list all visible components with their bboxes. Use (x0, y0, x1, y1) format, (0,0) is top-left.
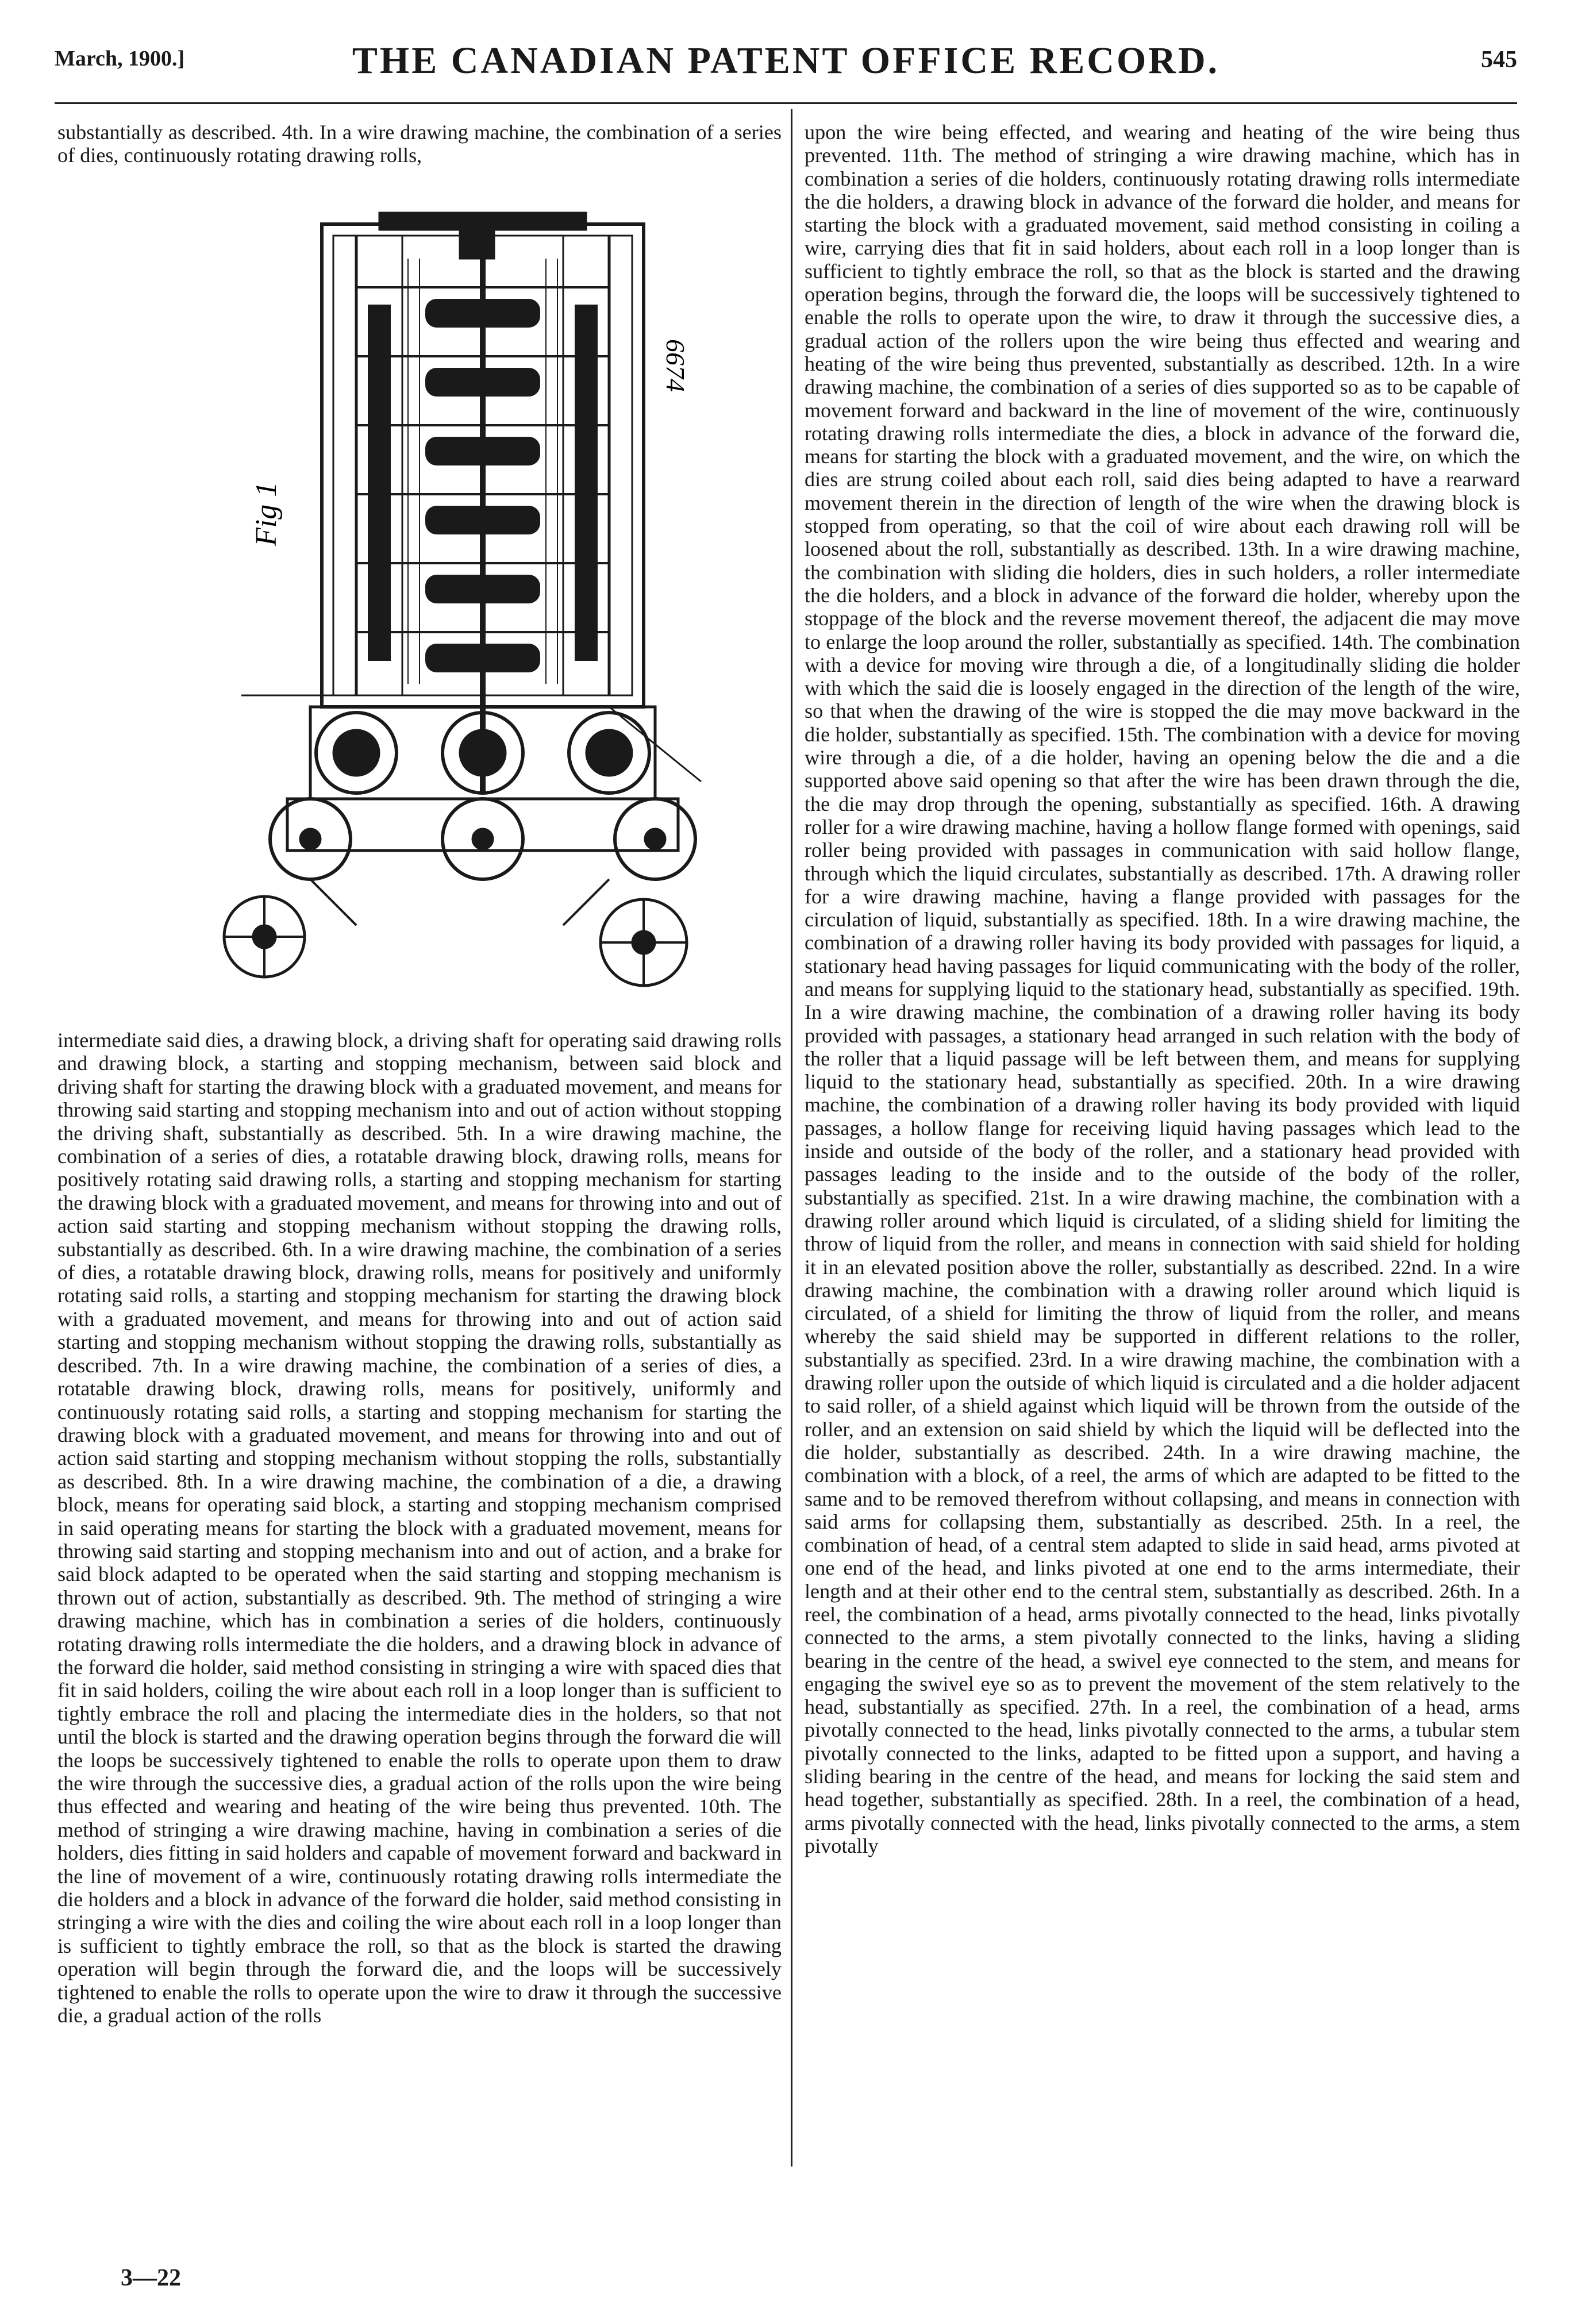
page-header (55, 34, 1517, 80)
printer-signature: 3—22 (121, 2265, 181, 2291)
left-column-top (57, 121, 782, 167)
issue-date: March, 1900.] (55, 47, 185, 71)
wire-drawing-machine-drawing (57, 190, 782, 1020)
right-column-text: upon the wire being effected, and wearing and heating of the wire being thus prevented. 11th. The method of stringing a wire drawing machine, which has in combination a series of die holders, continuously rotating drawing rolls intermediate the die holders, a drawing block in advance of the forward die holder, and means for starting the block with a graduated movement, said method consisting in coiling a wire, carrying dies that fit in said holders, about each roll in a loop longer than is sufficient to tightly embrace the roll, so that as the block is started and the drawing operation begins, through the forward die, the loops will be successively tightened to enable the rolls to operate upon the wire, to draw it through the successive dies, a gradual action of the rollers upon the wire being thus effected and wearing and heating of the wire being thus prevented, substantially as described. 12th. In a wire drawing machine, the combination of a series of dies supported so as to be capable of movement forward and backward in the line of movement of the wire, continuously rotating drawing rolls intermediate the dies, a block in advance of the forward die, means for starting the block with a graduated movement, and the wire, on which the dies are strung coiled about each roll, said dies being adapted to have a rearward movement therein in the direction of length of the wire when the drawing block is stopped from operating, so that the coil of wire about each drawing roll will be loosened about the roll, substantially as described. 13th. In a wire drawing machine, the combination with sliding die holders, dies in such holders, a roller intermediate the die holders, and a block in advance of the forward die holder, whereby upon the stoppage of the block and the reverse movement thereof, the adjacent die may move to enlarge the loop around the roller, substantially as specified. 14th. The combination with a device for moving wire through a die, of a longitudinally sliding die holder with which the said die is loosely engaged in the direction of the length of the wire, so that when the drawing of the wire is stopped the die may move backward in the die holder, substantially as specified. 15th. The combination with a device for moving wire through a die, of a die holder, having an opening below the die and a die supported above said opening so that after the wire has been drawn through the die, the die may drop through the opening, substantially as specified. 16th. A drawing roller for a wire drawing machine, having a hollow flange formed with openings, said roller being provided with passages in communication with said hollow flange, through which the liquid circulates, substantially as described. 17th. A drawing roller for a wire drawing machine, having a flange provided with passages for the circulation of liquid, substantially as specified. 18th. In a wire drawing machine, the combination of a drawing roller having its body provided with passages for liquid, a stationary head having passages for liquid communicating with the body of the roller, and means for supplying liquid to the stationary head, substantially as specified. 19th. In a wire drawing machine, the combination of a drawing roller having its body provided with passages, a stationary head arranged in such relation with the body of the roller that a liquid passage will be left between them, and means for supplying liquid to the stationary head, substantially as specified. 20th. In a wire drawing machine, the combination of a drawing roller having its body provided with liquid passages, a hollow flange for receiving liquid having passages which lead to the inside and outside of the body of the roller, and a stationary head provided with passages leading to the inside and to the outside of the body of the roller, substantially as specified. 21st. In a wire drawing machine, the combination with a drawing roller around which liquid is circulated, of a sliding shield for limiting the throw of liquid from the roller, and means in connection with said shield for holding it in an elevated position above the roller, substantially as described. 22nd. In a wire drawing machine, the combination with a drawing roller around which liquid is circulated, of a shield for limiting the throw of liquid from the roller, and means whereby the said shield may be supported in different relations to the roller, substantially as specified. 23rd. In a wire drawing machine, the combination with a drawing roller upon the outside of which liquid is circulated and a die holder adjacent to said roller, of a shield against which liquid will be thrown from the outside of the roller, and an extension on said shield by which the liquid will be deflected into the die holder, substantially as described. 24th. In a wire drawing machine, the combination with a block, of a reel, the arms of which are adapted to be fitted to the same and to be removed therefrom without collapsing, and means in connection with said arms for collapsing them, substantially as described. 25th. In a reel, the combination of head, of a central stem adapted to slide in said head, arms pivoted at one end of the head, and links pivoted at one end to the arms intermediate, their length and at their other end to the central stem, substantially as described. 26th. In a reel, the combination of a head, arms pivotally connected to the head, links pivotally connected to the arms, a stem pivotally connected to the links, having a sliding bearing in the centre of the head, a swivel eye connected to the stem, and means for engaging the swivel eye so as to prevent the movement of the stem relatively to the head, substantially as specified. 27th. In a reel, the combination of a head, arms pivotally connected to the head, links pivotally connected to the arms, a tubular stem pivotally connected to the links, adapted to be fitted upon a support, and having a sliding bearing in the centre of the head, and means for locking the said stem and head together, substantially as specified. 28th. In a reel, the combination of a head, arms pivotally connected with the head, links pivotally connected to the arms, a stem pivotally (805, 121, 1520, 1857)
figure-label: Fig 1 (250, 482, 283, 546)
column-divider (791, 109, 792, 2167)
figure-number: 6674 (661, 339, 690, 392)
header-rule (55, 102, 1517, 104)
journal-title: THE CANADIAN PATENT OFFICE RECORD. (352, 40, 1220, 82)
page-number: 545 (1481, 47, 1517, 73)
right-column (805, 121, 1520, 1857)
left-column-bottom (57, 1029, 782, 2027)
patent-figure (57, 190, 782, 1020)
left-column-top-text: substantially as described. 4th. In a wire drawing machine, the combination of a series of dies, continuously rotating drawing rolls, (57, 121, 782, 167)
left-column-bottom-text: intermediate said dies, a drawing block, a driving shaft for operating said drawing rolls and drawing block, a starting and stopping mechanism, between said block and driving shaft for starting the drawing block with a graduated movement, and means for throwing said starting and stopping mechanism into and out of action without stopping the driving shaft, substantially as described. 5th. In a wire drawing machine, the combination of a series of dies, a rotatable drawing block, drawing rolls, means for positively rotating said drawing rolls, a starting and stopping mechanism for starting the drawing block with a graduated movement, and means for throwing into and out of action said starting and stopping mechanism without stopping the drawing rolls, substantially as described. 6th. In a wire drawing machine, the combination of a series of dies, a rotatable drawing block, drawing rolls, means for positively and uniformly rotating said rolls, a starting and stopping mechanism for starting the drawing block with a graduated movement, and means for throwing into and out of action said starting and stopping mechanism without stopping the drawing rolls, substantially as described. 7th. In a wire drawing machine, the combination of a series of dies, a rotatable drawing block, drawing rolls, means for positively, uniformly and continuously rotating said rolls, a starting and stopping mechanism for starting the drawing block with a graduated movement, and means for throwing into and out of action said starting and stopping mechanism without stopping the rolls, substantially as described. 8th. In a wire drawing machine, the combination of a die, a drawing block, means for operating said block, a starting and stopping mechanism comprised in said operating means for starting the block with a graduated movement, means for throwing said starting and stopping mechanism into and out of action, and a brake for said block adapted to be operated when the said starting and stopping mechanism is thrown out of action, substantially as described. 9th. The method of stringing a wire drawing machine, which has in combination a series of die holders, continuously rotating drawing rolls intermediate the die holders, and a drawing block in advance of the forward die holder, said method consisting in stringing a wire with spaced dies that fit in said holders, coiling the wire about each roll in a loop longer than is sufficient to tightly embrace the roll and placing the intermediate dies in the holders, so that not until the block is started and the drawing operation begins through the forward die will the loops be successively tightened to enable the rolls to operate upon them to draw the wire through the successive dies, a gradual action of the rolls upon the wire being thus effected and wearing and heating of the wire being thus prevented. 10th. The method of stringing a wire drawing machine, having in combination a series of die holders, dies fitting in said holders and capable of movement forward and backward in the line of movement of a wire, continuously rotating drawing rolls intermediate the die holders and a block in advance of the forward die holder, said method consisting in stringing a wire with the dies and coiling the wire about each roll in a loop longer than is sufficient to tightly embrace the roll, so that as the block is started the drawing operation will begin through the forward die, and the loops will be successively tightened to enable the rolls to operate upon the wire to draw it through the successive die, a gradual action of the rolls (57, 1029, 782, 2027)
